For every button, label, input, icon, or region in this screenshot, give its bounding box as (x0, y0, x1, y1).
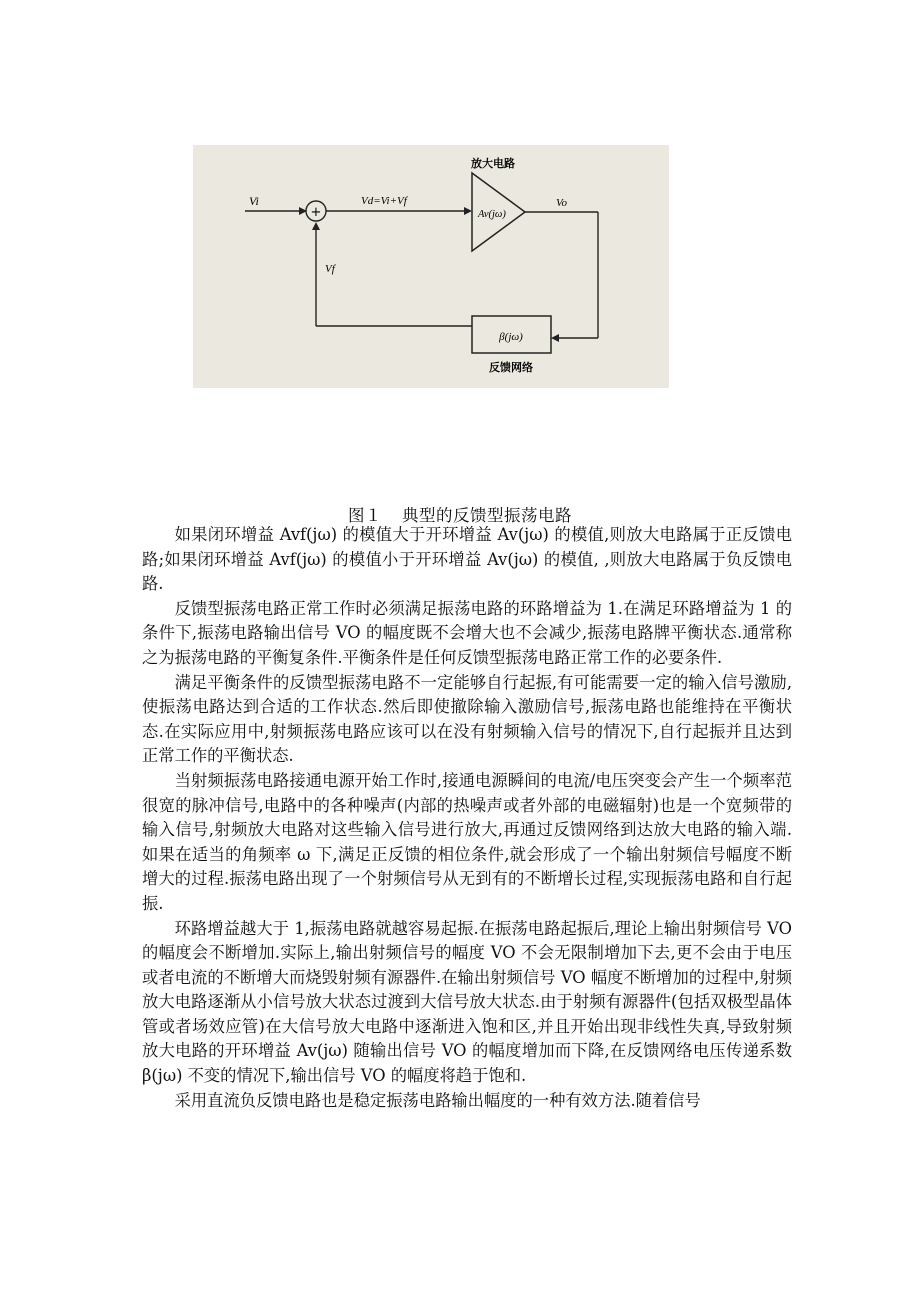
feedback-in-arrow (551, 334, 559, 342)
feedback-symbol: β(jω) (499, 331, 523, 343)
sum-arrow (464, 207, 472, 215)
sum-label: Vd=Vi+Vf (361, 195, 407, 207)
paragraph: 环路增益越大于 1,振荡电路就越容易起振.在振荡电路起振后,理论上输出射频信号 VO 的幅度会不断增加.实际上,输出射频信号的幅度 VO 不会无限制增加下去,更不会由于电压或者电流的不断增大而烧毁射频有源器件.在输出射频信号 VO 幅度不断增加的过程中,射频放大电路逐渐从小信号放大状态过渡到大信号放大状态.由于射频有源器件(包括双极型晶体管或者场效应管)在大信号放大电路中逐渐进入饱和区,并且开始出现非线性失真,导致射频放大电路的开环增益 Av(jω) 随输出信号 VO 的幅度增加而下降,在反馈网络电压传递系数 β(jω) 不变的情况下,输出信号 VO 的幅度将趋于饱和. (142, 918, 792, 1086)
block-diagram-figure (193, 145, 669, 388)
caption-title: 典型的反馈型振荡电路 (402, 506, 572, 525)
feedback-oscillator-diagram (193, 145, 669, 388)
feedback-title: 反馈网络 (489, 361, 533, 374)
feedback-up-arrow (312, 222, 320, 230)
adder-symbol: + (310, 205, 322, 220)
paragraph: 采用直流负反馈电路也是稳定振荡电路输出幅度的一种有效方法.随着信号 (174, 1090, 701, 1110)
paragraph: 反馈型振荡电路正常工作时必须满足振荡电路的环路增益为 1.在满足环路增益为 1 的条件下,振荡电路输出信号 VO 的幅度既不会增大也不会减少,振荡电路牌平衡状态.通常称之为振荡电路的平衡复条件.平衡条件是任何反馈型振荡电路正常工作的必要条件. (142, 598, 792, 667)
input-label: Vi (249, 194, 259, 208)
feedback-label: Vf (325, 263, 335, 275)
amplifier-symbol: Av(jω) (478, 209, 506, 220)
output-label: Vo (556, 197, 567, 209)
amplifier-title: 放大电路 (471, 157, 515, 170)
caption-number: 图１ (348, 506, 382, 525)
paragraph: 当射频振荡电路接通电源开始工作时,接通电源瞬间的电流/电压突变会产生一个频率范很宽的脉冲信号,电路中的各种噪声(内部的热噪声或者外部的电磁辐射)也是一个宽频带的输入信号,射频放大电路对这些输入信号进行放大,再通过反馈网络到达放大电路的输入端.如果在适当的角频率 ω 下,满足正反馈的相位条件,就会形成了一个输出射频信号幅度不断增大的过程.振荡电路出现了一个射频信号从无到有的不断增长过程,实现振荡电路和自行起振. (142, 770, 792, 913)
paragraph: 满足平衡条件的反馈型振荡电路不一定能够自行起振,有可能需要一定的输入信号激励,使振荡电路达到合适的工作状态.然后即使撤除输入激励信号,振荡电路也能维持在平衡状态.在实际应用中,射频振荡电路应该可以在没有射频输入信号的情况下,自行起振并且达到正常工作的平衡状态. (142, 672, 792, 766)
body-text (142, 523, 792, 1113)
paragraph: 如果闭环增益 Avf(jω) 的模值大于开环增益 Av(jω) 的模值,则放大电路属于正反馈电路;如果闭环增益 Avf(jω) 的模值小于开环增益 Av(jω) 的模值, ,则放大电路属于负反馈电路. (142, 525, 792, 594)
